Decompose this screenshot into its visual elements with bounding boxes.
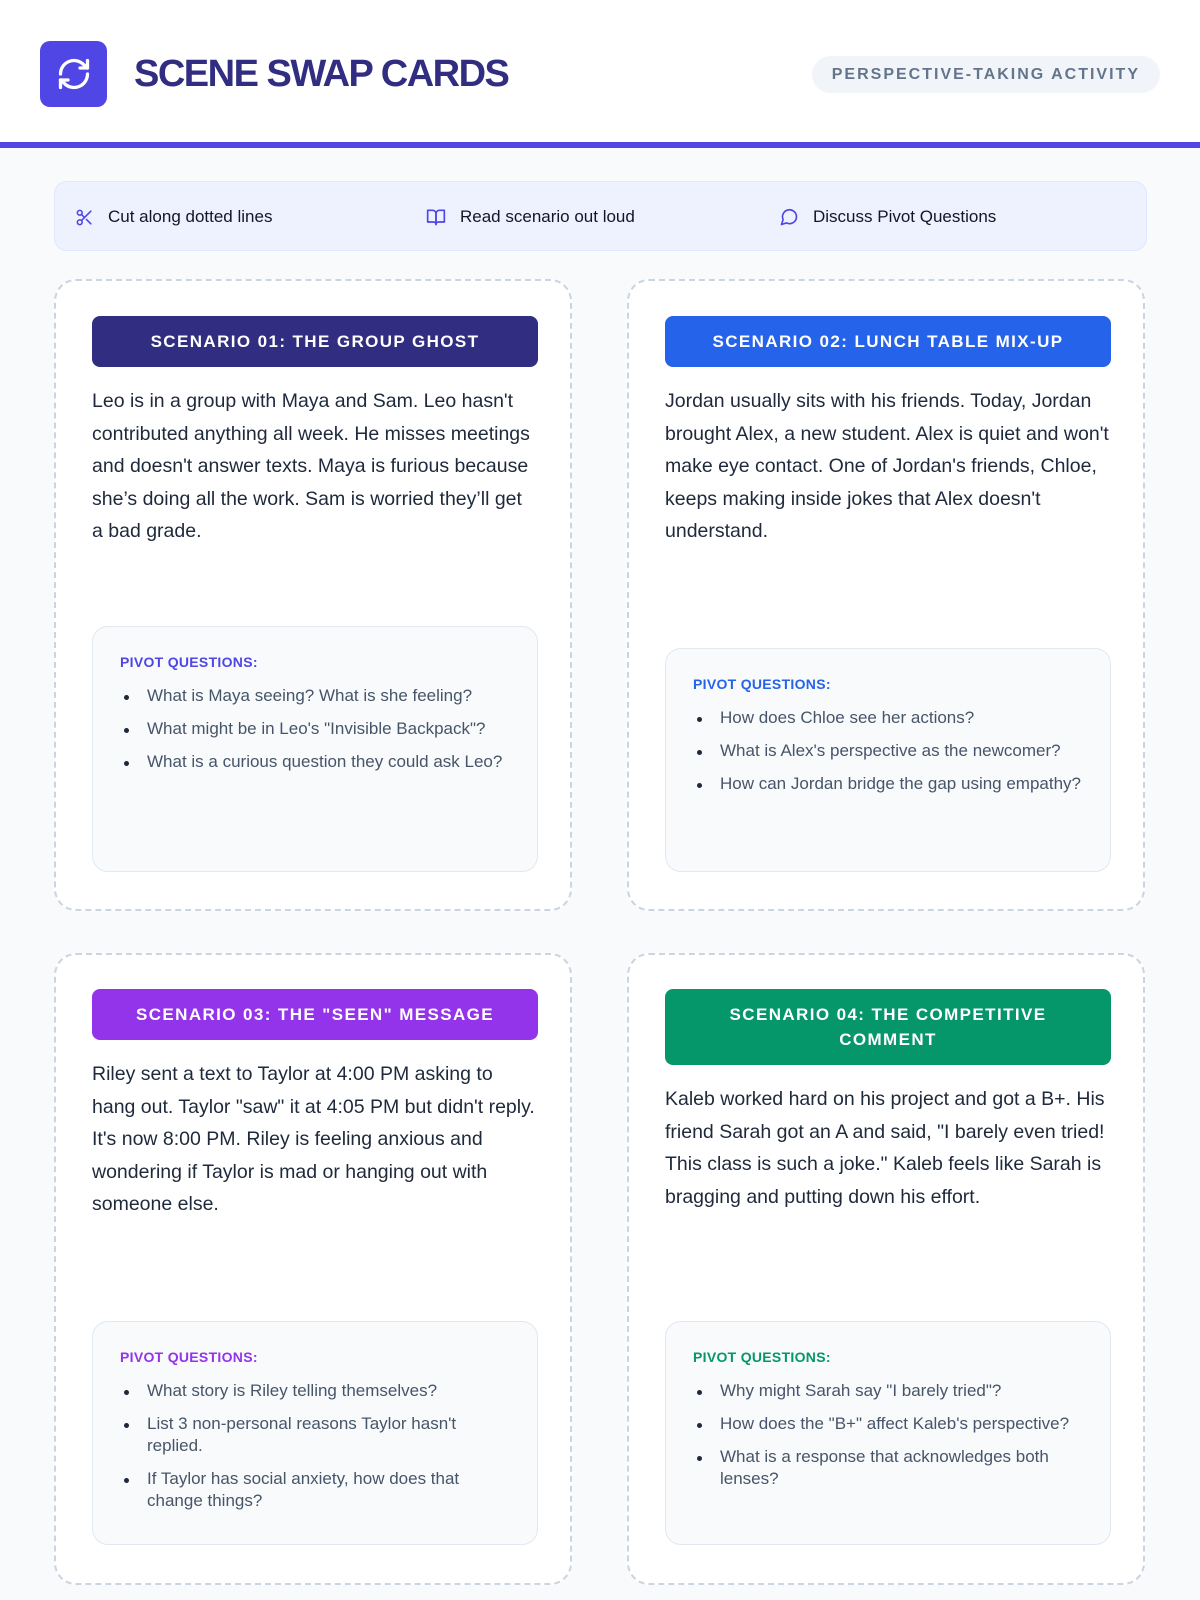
scenario-card: [54, 953, 572, 1585]
activity-badge: PERSPECTIVE-TAKING ACTIVITY: [812, 56, 1160, 93]
pivot-question: List 3 non-personal reasons Taylor hasn't replied.: [120, 1413, 511, 1457]
pivot-question: What is Alex's perspective as the newcomer?: [693, 740, 1084, 762]
pivot-list: [120, 685, 511, 773]
instruction-label: Discuss Pivot Questions: [813, 207, 997, 226]
instruction-cut: [75, 182, 272, 252]
instructions-bar: [54, 181, 1147, 251]
page-header: [0, 0, 1200, 148]
refresh-icon: [56, 56, 92, 92]
book-icon: [426, 207, 446, 227]
instruction-label: Read scenario out loud: [460, 207, 635, 226]
pivot-question: What is a response that acknowledges both lenses?: [693, 1446, 1084, 1490]
pivot-question: What is a curious question they could ask Leo?: [120, 751, 511, 773]
scenario-label: SCENARIO 01: THE GROUP GHOST: [92, 316, 538, 367]
instruction-read: [426, 182, 635, 252]
pivot-list: [120, 1380, 511, 1512]
pivot-question: What is Maya seeing? What is she feeling?: [120, 685, 511, 707]
pivot-question: If Taylor has social anxiety, how does that change things?: [120, 1468, 511, 1512]
scenario-label: SCENARIO 02: LUNCH TABLE MIX-UP: [665, 316, 1111, 367]
pivot-question: What might be in Leo's "Invisible Backpack"?: [120, 718, 511, 740]
logo: [40, 41, 107, 107]
scissors-icon: [75, 208, 94, 227]
instruction-discuss: [779, 182, 996, 252]
page-title: SCENE SWAP CARDS: [134, 53, 509, 95]
pivot-title: PIVOT QUESTIONS:: [693, 1349, 831, 1365]
instruction-label: Cut along dotted lines: [108, 207, 273, 226]
pivot-title: PIVOT QUESTIONS:: [120, 1349, 258, 1365]
scenario-text: Kaleb worked hard on his project and got a B+. His friend Sarah got an A and said, "I barely even tried! This class is such a joke." Kaleb feels like Sarah is bragging and putting down his effort.: [665, 1088, 1105, 1208]
scenario-text: Leo is in a group with Maya and Sam. Leo hasn't contributed anything all week. He misses meetings and doesn't answer texts. Maya is furious because she’s doing all the work. Sam is worried they’ll get a bad grade.: [92, 390, 530, 542]
scenario-label: SCENARIO 04: THE COMPETITIVE COMMENT: [665, 989, 1111, 1065]
pivot-question: How does the "B+" affect Kaleb's perspective?: [693, 1413, 1084, 1435]
chat-bubble-icon: [779, 207, 799, 227]
pivot-question: How does Chloe see her actions?: [693, 707, 1084, 729]
pivot-list: [693, 1380, 1084, 1490]
pivot-questions-box: [665, 1321, 1111, 1545]
scenario-text: Jordan usually sits with his friends. Today, Jordan brought Alex, a new student. Alex is quiet and won't make eye contact. One of Jordan's friends, Chloe, keeps making inside jokes that Alex doesn't understand.: [665, 390, 1109, 542]
pivot-question: How can Jordan bridge the gap using empathy?: [693, 773, 1084, 795]
pivot-questions-box: [92, 1321, 538, 1545]
pivot-title: PIVOT QUESTIONS:: [120, 654, 258, 670]
pivot-list: [693, 707, 1084, 795]
scenario-card: [627, 279, 1145, 911]
pivot-questions-box: [665, 648, 1111, 872]
scenario-text: Riley sent a text to Taylor at 4:00 PM asking to hang out. Taylor "saw" it at 4:05 PM but didn't reply. It's now 8:00 PM. Riley is feeling anxious and wondering if Taylor is mad or hanging out with someone else.: [92, 1063, 535, 1215]
scenario-card: [54, 279, 572, 911]
pivot-question: What story is Riley telling themselves?: [120, 1380, 511, 1402]
scenario-card: [627, 953, 1145, 1585]
scenario-label: SCENARIO 03: THE "SEEN" MESSAGE: [92, 989, 538, 1040]
pivot-questions-box: [92, 626, 538, 872]
pivot-question: Why might Sarah say "I barely tried"?: [693, 1380, 1084, 1402]
pivot-title: PIVOT QUESTIONS:: [693, 676, 831, 692]
